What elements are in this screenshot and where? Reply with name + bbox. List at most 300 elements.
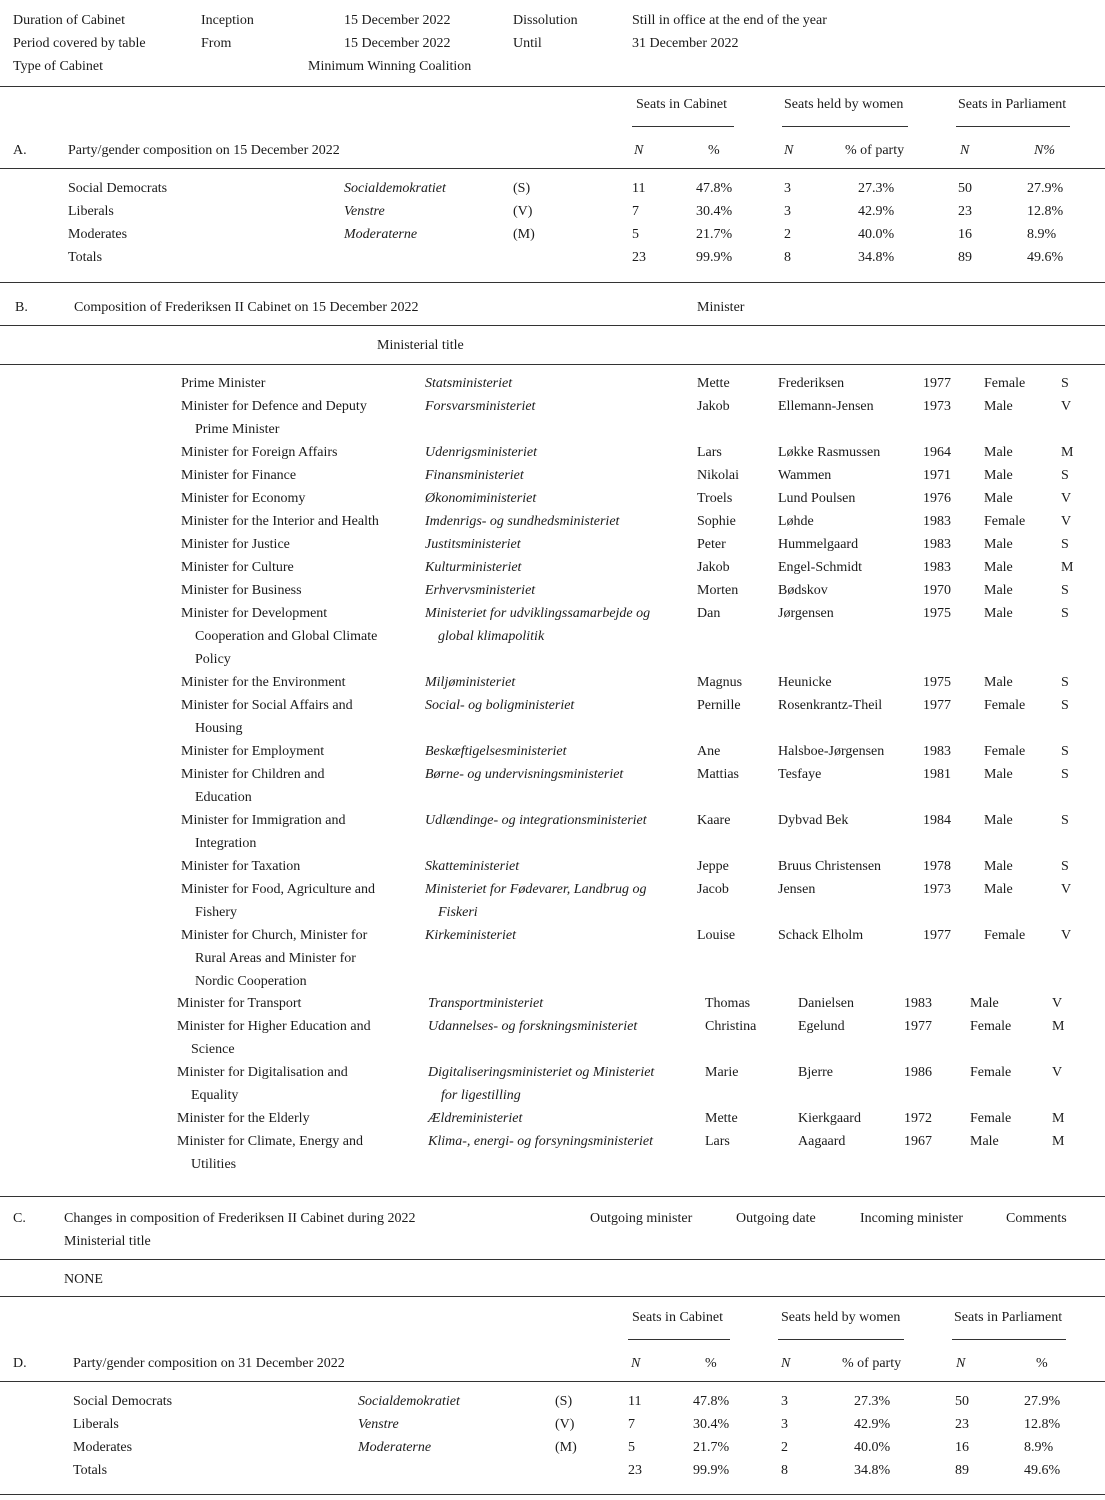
pct-header: % [708,143,720,158]
ministerial-title: Policy [195,652,231,667]
party-abbr: (M) [555,1440,577,1455]
party-name: Moderates [68,227,128,242]
ministerial-title: Minister for Transport [177,996,302,1011]
ministerial-title: Minister for the Environment [181,675,346,690]
minister-birth-year: 1977 [923,928,951,943]
minister-gender: Male [984,882,1013,897]
minister-gender: Male [984,813,1013,828]
party-name: Totals [68,250,103,265]
party-name: Liberals [68,204,114,219]
ministry-name: Fiskeri [438,905,478,920]
ministerial-title: Minister for Justice [181,537,290,552]
minister-birth-year: 1971 [923,468,951,483]
cabinet-seats-pct: 30.4% [693,1417,730,1432]
minister-gender: Male [970,996,999,1011]
pct-header: % [705,1356,717,1371]
parliament-seats-pct: 8.9% [1027,227,1057,242]
minister-last-name: Wammen [778,468,832,483]
minister-first-name: Christina [705,1019,757,1034]
parliament-seats-pct: 8.9% [1024,1440,1054,1455]
minister-last-name: Engel-Schmidt [778,560,862,575]
ministry-name: Erhvervsministeriet [425,583,536,598]
ministry-name: Ministeriet for udviklingssamarbejde og [425,606,651,621]
minister-party: S [1061,583,1069,598]
minister-party: V [1052,1065,1063,1080]
women-seats-n: 3 [781,1417,788,1432]
type-value: Minimum Winning Coalition [308,59,472,74]
ministry-name: Digitaliseringsministeriet og Ministeriet [428,1065,655,1080]
minister-first-name: Dan [697,606,721,621]
minister-first-name: Mette [697,376,730,391]
section-letter: A. [13,143,27,158]
ministerial-title: Minister for Development [181,606,328,621]
section-title: Party/gender composition on 31 December 2022 [73,1356,345,1371]
minister-party: S [1061,468,1069,483]
section-title: Composition of Frederiksen II Cabinet on 15 December 2022 [74,300,419,315]
women-seats-pct: 27.3% [858,181,895,196]
ministry-name: Finansministeriet [425,468,524,483]
underline [628,1339,730,1340]
ministerial-title: Education [195,790,252,805]
parliament-seats-n: 16 [955,1440,969,1455]
cabinet-seats-n: 5 [628,1440,635,1455]
minister-last-name: Danielsen [798,996,854,1011]
minister-last-name: Jensen [778,882,816,897]
minister-birth-year: 1977 [923,698,951,713]
minister-birth-year: 1986 [904,1065,932,1080]
minister-party: M [1052,1134,1065,1149]
minister-last-name: Rosenkrantz-Theil [778,698,883,713]
minister-first-name: Ane [697,744,721,759]
n-header: N [631,1356,641,1371]
minister-birth-year: 1983 [923,560,951,575]
party-name: Social Democrats [73,1394,173,1409]
minister-gender: Male [984,675,1013,690]
underline [632,126,734,127]
rule [0,1259,1105,1260]
ministerial-title: Minister for Taxation [181,859,301,874]
party-native-name: Venstre [344,204,385,219]
ministerial-title: Prime Minister [181,376,266,391]
minister-gender: Male [984,606,1013,621]
minister-birth-year: 1970 [923,583,951,598]
cabinet-seats-pct: 21.7% [693,1440,730,1455]
seats-parliament-header: Seats in Parliament [958,97,1067,112]
cabinet-seats-n: 7 [628,1417,635,1432]
women-seats-n: 8 [781,1463,788,1478]
underline [956,126,1070,127]
ministry-name: Miljøministeriet [425,675,516,690]
dissolution-value: Still in office at the end of the year [632,13,827,28]
minister-first-name: Pernille [697,698,741,713]
minister-gender: Male [984,537,1013,552]
minister-party: S [1061,859,1069,874]
rule [0,364,1105,365]
minister-first-name: Troels [697,491,733,506]
none-value: NONE [64,1272,103,1287]
party-abbr: (S) [555,1394,573,1409]
minister-last-name: Bødskov [778,583,828,598]
minister-birth-year: 1964 [923,445,951,460]
parliament-seats-n: 23 [958,204,972,219]
seats-cabinet-header: Seats in Cabinet [632,1310,723,1325]
ministerial-title: Minister for Church, Minister for [181,928,368,943]
cabinet-seats-n: 23 [632,250,646,265]
seats-women-header: Seats held by women [781,1310,901,1325]
minister-birth-year: 1977 [923,376,951,391]
minister-gender: Female [970,1111,1012,1126]
minister-header: Minister [697,300,745,315]
ministry-name: for ligestilling [441,1088,521,1103]
minister-birth-year: 1984 [923,813,951,828]
women-seats-pct: 27.3% [854,1394,891,1409]
minister-first-name: Mattias [697,767,739,782]
section-title: Party/gender composition on 15 December 2022 [68,143,340,158]
minister-party: V [1061,882,1072,897]
women-seats-pct: 34.8% [854,1463,891,1478]
minister-last-name: Egelund [798,1019,845,1034]
parliament-seats-n: 89 [958,250,972,265]
minister-gender: Male [984,560,1013,575]
comments-header: Comments [1006,1211,1067,1226]
underline [782,126,908,127]
minister-last-name: Dybvad Bek [778,813,849,828]
ministry-name: global klimapolitik [438,629,545,644]
minister-party: V [1061,514,1072,529]
rule [0,282,1105,283]
ministerial-title: Minister for Higher Education and [177,1019,371,1034]
minister-party: M [1061,560,1074,575]
ministry-name: Klima-, energi- og forsyningsministeriet [428,1134,654,1149]
ministry-name: Økonomiministeriet [425,491,537,506]
minister-gender: Male [984,859,1013,874]
minister-first-name: Mette [705,1111,738,1126]
minister-birth-year: 1983 [923,514,951,529]
party-native-name: Moderaterne [358,1440,432,1455]
n-header: N [956,1356,966,1371]
minister-party: S [1061,813,1069,828]
women-seats-n: 2 [781,1440,788,1455]
minister-birth-year: 1983 [923,537,951,552]
parliament-seats-n: 50 [958,181,972,196]
women-seats-n: 3 [784,181,791,196]
minister-gender: Female [984,928,1026,943]
minister-birth-year: 1978 [923,859,951,874]
cabinet-seats-n: 7 [632,204,639,219]
underline [952,1339,1066,1340]
n-header: N [781,1356,791,1371]
minister-gender: Male [970,1134,999,1149]
ministerial-title: Minister for Food, Agriculture and [181,882,376,897]
minister-party: S [1061,744,1069,759]
ministry-name: Kulturministeriet [425,560,522,575]
women-seats-n: 3 [784,204,791,219]
minister-party: S [1061,537,1069,552]
minister-last-name: Løkke Rasmussen [778,445,881,460]
from-label: From [201,36,232,51]
cabinet-seats-n: 11 [632,181,646,196]
party-name: Social Democrats [68,181,168,196]
minister-gender: Male [984,399,1013,414]
ministry-name: Børne- og undervisningsministeriet [425,767,624,782]
minister-first-name: Marie [705,1065,739,1080]
minister-last-name: Halsboe-Jørgensen [778,744,885,759]
minister-gender: Female [984,376,1026,391]
party-native-name: Socialdemokratiet [358,1394,460,1409]
minister-first-name: Jacob [697,882,729,897]
ministry-name: Ministeriet for Fødevarer, Landbrug og [425,882,647,897]
inception-label: Inception [201,13,254,28]
inception-date: 15 December 2022 [344,13,451,28]
minister-first-name: Sophie [697,514,736,529]
women-seats-pct: 34.8% [858,250,895,265]
incoming-minister-header: Incoming minister [860,1211,964,1226]
party-abbr: (V) [555,1417,575,1432]
duration-label: Duration of Cabinet [13,13,125,28]
minister-first-name: Louise [697,928,736,943]
rule [0,325,1105,326]
n-header: N [784,143,794,158]
ministerial-title: Minister for Defence and Deputy [181,399,367,414]
parliament-seats-n: 23 [955,1417,969,1432]
ministerial-title: Minister for Economy [181,491,306,506]
party-native-name: Venstre [358,1417,399,1432]
party-native-name: Moderaterne [344,227,418,242]
outgoing-minister-header: Outgoing minister [590,1211,693,1226]
minister-last-name: Frederiksen [778,376,845,391]
minister-last-name: Aagaard [798,1134,846,1149]
women-seats-pct: 40.0% [854,1440,891,1455]
ministerial-title: Utilities [191,1157,237,1172]
minister-first-name: Peter [697,537,726,552]
cabinet-seats-pct: 99.9% [696,250,733,265]
ministry-name: Kirkeministeriet [425,928,516,943]
pct-party-header: % of party [845,143,905,158]
seats-parliament-header: Seats in Parliament [954,1310,1063,1325]
ministry-name: Udenrigsministeriet [425,445,537,460]
minister-last-name: Kierkgaard [798,1111,861,1126]
minister-gender: Female [984,744,1026,759]
party-abbr: (S) [513,181,531,196]
party-name: Totals [73,1463,108,1478]
rule [0,86,1105,87]
minister-first-name: Nikolai [697,468,739,483]
section-title: Changes in composition of Frederiksen II Cabinet during 2022 [64,1211,416,1226]
minister-last-name: Lund Poulsen [778,491,856,506]
minister-birth-year: 1976 [923,491,951,506]
minister-gender: Female [970,1065,1012,1080]
cabinet-seats-n: 5 [632,227,639,242]
minister-first-name: Morten [697,583,739,598]
parliament-seats-pct: 12.8% [1027,204,1064,219]
underline [778,1339,904,1340]
section-letter: C. [13,1211,26,1226]
ministerial-title: Minister for Climate, Energy and [177,1134,363,1149]
section-letter: D. [13,1356,27,1371]
ministry-name: Forsvarsministeriet [425,399,536,414]
minister-first-name: Lars [697,445,722,460]
seats-women-header: Seats held by women [784,97,904,112]
women-seats-pct: 42.9% [858,204,895,219]
ministerial-title: Fishery [195,905,237,920]
ministerial-title: Science [191,1042,235,1057]
rule [0,168,1105,169]
cabinet-seats-n: 23 [628,1463,642,1478]
minister-party: M [1052,1019,1065,1034]
ministerial-title: Equality [191,1088,239,1103]
minister-party: M [1061,445,1074,460]
minister-birth-year: 1983 [923,744,951,759]
minister-first-name: Jeppe [697,859,729,874]
minister-last-name: Jørgensen [778,606,834,621]
n-pct-header: N% [1034,143,1055,158]
minister-party: S [1061,767,1069,782]
ministerial-title: Minister for Digitalisation and [177,1065,348,1080]
minister-birth-year: 1981 [923,767,951,782]
ministry-name: Statsministeriet [425,376,513,391]
women-seats-n: 3 [781,1394,788,1409]
minister-first-name: Jakob [697,399,730,414]
from-date: 15 December 2022 [344,36,451,51]
ministerial-title: Minister for Culture [181,560,294,575]
parliament-seats-pct: 12.8% [1024,1417,1061,1432]
rule [0,1296,1105,1297]
party-native-name: Socialdemokratiet [344,181,446,196]
minister-last-name: Tesfaye [778,767,822,782]
minister-birth-year: 1967 [904,1134,932,1149]
party-name: Moderates [73,1440,133,1455]
rule [0,1494,1105,1495]
period-label: Period covered by table [13,36,146,51]
n-header: N [634,143,644,158]
minister-last-name: Ellemann-Jensen [778,399,874,414]
ministry-name: Transportministeriet [428,996,544,1011]
ministerial-title: Minister for the Elderly [177,1111,310,1126]
ministerial-title: Minister for Immigration and [181,813,346,828]
ministerial-title: Minister for Children and [181,767,325,782]
cabinet-seats-pct: 47.8% [693,1394,730,1409]
parliament-seats-pct: 49.6% [1027,250,1064,265]
cabinet-seats-pct: 47.8% [696,181,733,196]
minister-first-name: Lars [705,1134,730,1149]
minister-gender: Female [970,1019,1012,1034]
seats-cabinet-header: Seats in Cabinet [636,97,727,112]
n-header: N [960,143,970,158]
until-date: 31 December 2022 [632,36,739,51]
ministerial-title: Minister for the Interior and Health [181,514,379,529]
ministerial-title: Rural Areas and Minister for [195,951,356,966]
minister-birth-year: 1972 [904,1111,932,1126]
parliament-seats-pct: 49.6% [1024,1463,1061,1478]
minister-gender: Female [984,514,1026,529]
minister-gender: Male [984,491,1013,506]
minister-first-name: Kaare [697,813,731,828]
minister-party: V [1061,928,1072,943]
ministry-name: Skatteministeriet [425,859,520,874]
pct-parliament-header: % [1036,1356,1048,1371]
minister-birth-year: 1975 [923,675,951,690]
minister-party: V [1052,996,1063,1011]
minister-first-name: Thomas [705,996,751,1011]
minister-party: S [1061,698,1069,713]
minister-gender: Female [984,698,1026,713]
minister-first-name: Jakob [697,560,730,575]
party-abbr: (M) [513,227,535,242]
minister-last-name: Bruus Christensen [778,859,882,874]
outgoing-date-header: Outgoing date [736,1211,816,1226]
ministerial-title: Minister for Business [181,583,302,598]
minister-birth-year: 1983 [904,996,932,1011]
parliament-seats-pct: 27.9% [1027,181,1064,196]
ministerial-title: Prime Minister [195,422,280,437]
ministerial-title: Minister for Foreign Affairs [181,445,338,460]
minister-party: V [1061,491,1072,506]
parliament-seats-pct: 27.9% [1024,1394,1061,1409]
women-seats-n: 2 [784,227,791,242]
women-seats-pct: 40.0% [858,227,895,242]
party-name: Liberals [73,1417,119,1432]
women-seats-n: 8 [784,250,791,265]
minister-party: S [1061,376,1069,391]
ministerial-title: Cooperation and Global Climate [195,629,378,644]
minister-last-name: Heunicke [778,675,832,690]
ministerial-title: Minister for Finance [181,468,297,483]
minister-last-name: Hummelgaard [778,537,859,552]
ministry-name: Ældreministeriet [428,1111,523,1126]
ministerial-title: Minister for Employment [181,744,325,759]
cabinet-seats-n: 11 [628,1394,642,1409]
ministerial-title: Nordic Cooperation [195,974,307,989]
minister-first-name: Magnus [697,675,743,690]
cabinet-seats-pct: 99.9% [693,1463,730,1478]
minister-party: S [1061,675,1069,690]
parliament-seats-n: 16 [958,227,972,242]
type-label: Type of Cabinet [13,59,103,74]
minister-gender: Male [984,767,1013,782]
ministerial-title-header: Ministerial title [377,338,464,353]
ministry-name: Justitsministeriet [425,537,521,552]
ministry-name: Udlændinge- og integrationsministeriet [425,813,647,828]
minister-birth-year: 1975 [923,606,951,621]
parliament-seats-n: 50 [955,1394,969,1409]
rule [0,1196,1105,1197]
section-letter: B. [15,300,28,315]
until-label: Until [513,36,542,51]
pct-party-header: % of party [842,1356,902,1371]
dissolution-label: Dissolution [513,13,578,28]
minister-gender: Male [984,445,1013,460]
ministry-name: Beskæftigelsesministeriet [425,744,567,759]
ministerial-title: Integration [195,836,257,851]
cabinet-seats-pct: 30.4% [696,204,733,219]
minister-gender: Male [984,583,1013,598]
minister-party: M [1052,1111,1065,1126]
party-abbr: (V) [513,204,533,219]
minister-birth-year: 1973 [923,882,951,897]
ministry-name: Imdenrigs- og sundhedsministeriet [425,514,620,529]
ministerial-title: Minister for Social Affairs and [181,698,353,713]
minister-party: V [1061,399,1072,414]
minister-gender: Male [984,468,1013,483]
rule [0,1381,1105,1382]
minister-last-name: Løhde [778,514,814,529]
minister-birth-year: 1977 [904,1019,932,1034]
ministerial-title-header: Ministerial title [64,1234,151,1249]
minister-last-name: Schack Elholm [778,928,864,943]
women-seats-pct: 42.9% [854,1417,891,1432]
cabinet-seats-pct: 21.7% [696,227,733,242]
parliament-seats-n: 89 [955,1463,969,1478]
